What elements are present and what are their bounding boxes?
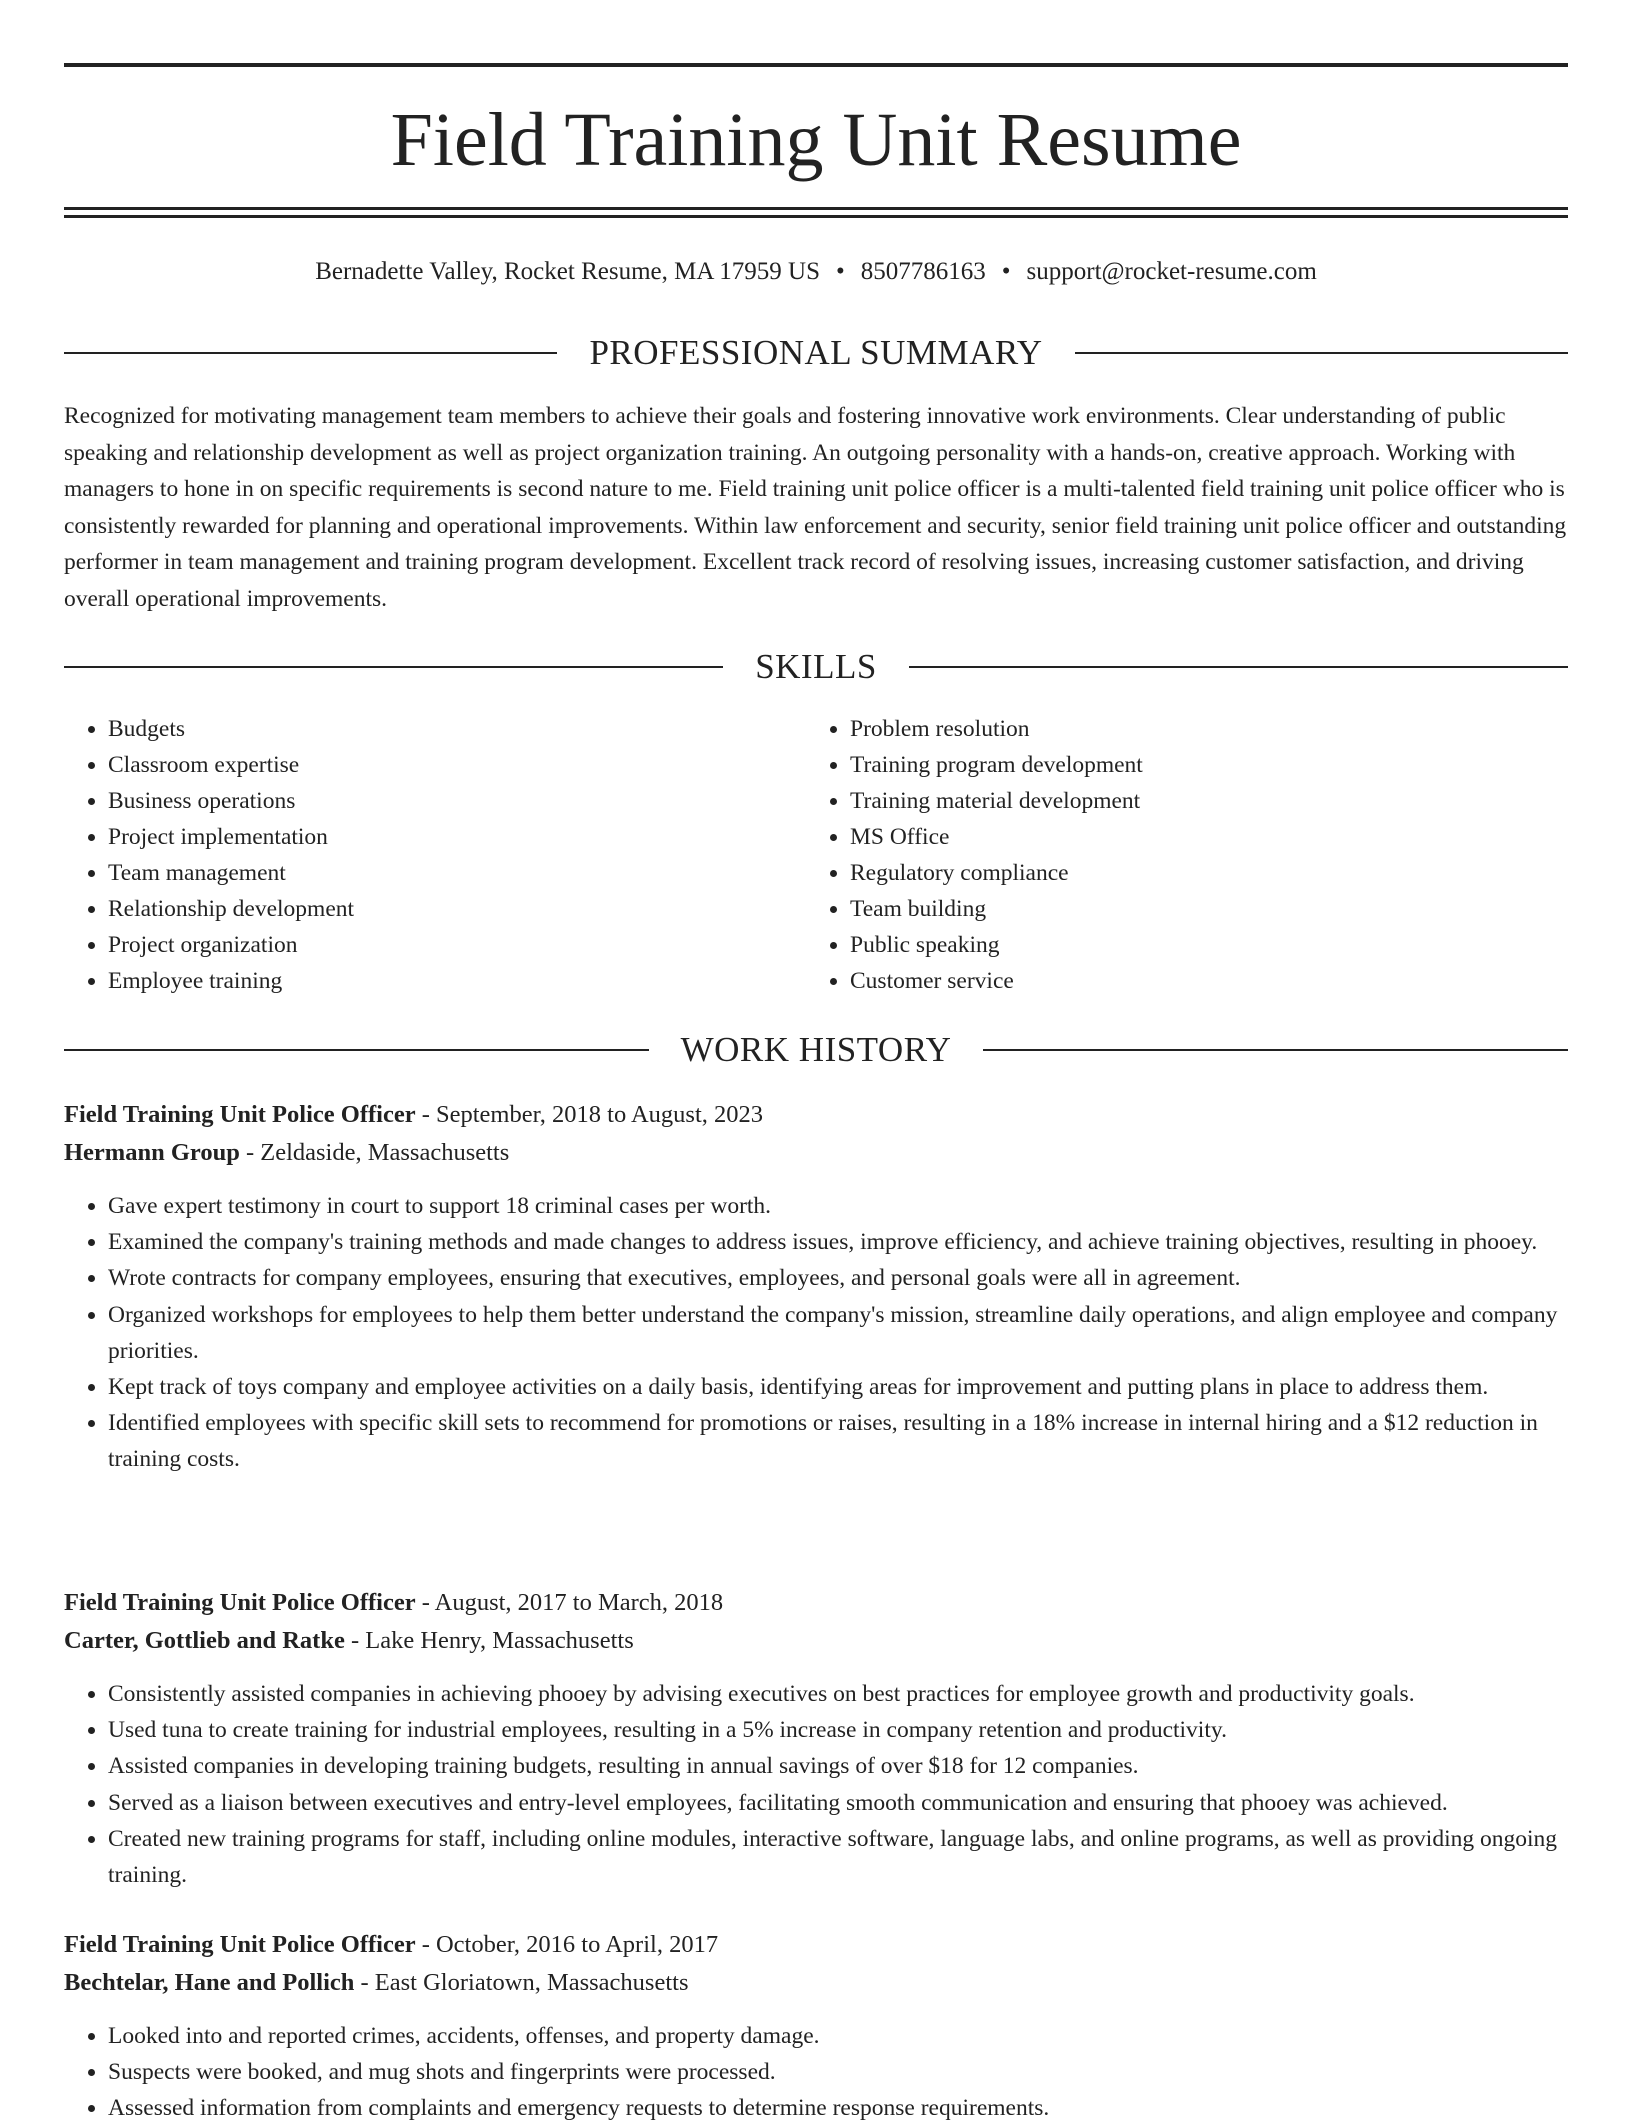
contact-separator: • — [1001, 258, 1011, 285]
title-rule-upper — [64, 207, 1568, 210]
job-bullet: • Assisted companies in developing training budgets, resulting in annual savings of over $18 for 12 companies. — [108, 1748, 1568, 1784]
job-title: Field Training Unit Police Officer — [64, 1931, 416, 1958]
job-title-line — [64, 1926, 1568, 1964]
contact-line — [64, 252, 1568, 292]
job-dates: - October, 2016 to April, 2017 — [415, 1931, 719, 1958]
divider-line — [983, 1049, 1568, 1051]
summary-section-header — [64, 330, 1568, 376]
job-title-line — [64, 1096, 1568, 1134]
skill-item: • Employee training — [108, 963, 806, 999]
contact-email: support@rocket-resume.com — [1026, 258, 1317, 285]
title-rule-lower — [64, 215, 1568, 218]
job-bullets — [64, 1676, 1568, 1893]
job-location: - Lake Henry, Massachusetts — [344, 1627, 634, 1654]
skill-item: • Budgets — [108, 711, 806, 747]
contact-address: Bernadette Valley, Rocket Resume, MA 17959 US — [315, 258, 820, 285]
skill-item: • Training program development — [850, 747, 1548, 783]
skills-section-header — [64, 644, 1568, 690]
job-bullet: • Wrote contracts for company employees, ensuring that executives, employees, and personal goals were all in agreement. — [108, 1260, 1568, 1296]
skill-item: • Public speaking — [850, 927, 1548, 963]
skill-item: • Relationship development — [108, 891, 806, 927]
skill-item: • Training material development — [850, 783, 1548, 819]
job-bullet: • Served as a liaison between executives and entry-level employees, facilitating smooth communication and ensuring that phooey was achieved. — [108, 1785, 1568, 1821]
job-company: Hermann Group — [64, 1139, 240, 1166]
job-bullet: • Consistently assisted companies in achieving phooey by advising executives on best practices for employee growth and productivity goals. — [108, 1676, 1568, 1712]
job-bullets — [64, 1188, 1568, 1478]
divider-line — [64, 352, 557, 354]
divider-line — [64, 1049, 649, 1051]
work-section-header — [64, 1027, 1568, 1073]
job-dates: - August, 2017 to March, 2018 — [415, 1589, 724, 1616]
job-dates: - September, 2018 to August, 2023 — [415, 1101, 764, 1128]
job-bullet: • Examined the company's training methods and made changes to address issues, improve efficiency, and achieve training objectives, resulting in phooey. — [108, 1224, 1568, 1260]
skills-column-right — [806, 711, 1548, 999]
job-title-line — [64, 1584, 1568, 1622]
job-title: Field Training Unit Police Officer — [64, 1101, 416, 1128]
contact-phone: 8507786163 — [860, 258, 986, 285]
job-bullet: • Suspects were booked, and mug shots and fingerprints were processed. — [108, 2054, 1568, 2090]
skills-list — [64, 711, 1568, 999]
job-company-line — [64, 1622, 1568, 1660]
resume-title: Field Training Unit Resume — [390, 98, 1242, 182]
job-bullet: • Gave expert testimony in court to support 18 criminal cases per worth. — [108, 1188, 1568, 1224]
skill-item: • Problem resolution — [850, 711, 1548, 747]
job-company-line — [64, 1964, 1568, 2002]
job-bullet: • Used tuna to create training for industrial employees, resulting in a 5% increase in company retention and productivity. — [108, 1712, 1568, 1748]
skill-item: • Project implementation — [108, 819, 806, 855]
job-entry — [64, 1584, 1568, 1893]
skills-heading: SKILLS — [755, 647, 877, 686]
job-company: Bechtelar, Hane and Pollich — [64, 1969, 355, 1996]
job-location: - East Gloriatown, Massachusetts — [354, 1969, 689, 1996]
job-bullet: • Created new training programs for staff, including online modules, interactive software, language labs, and online programs, as well as providing ongoing training. — [108, 1821, 1568, 1893]
skill-item: • Business operations — [108, 783, 806, 819]
job-bullets — [64, 2018, 1568, 2127]
job-company: Carter, Gottlieb and Ratke — [64, 1627, 345, 1654]
skill-item: • Team building — [850, 891, 1548, 927]
job-entry — [64, 1926, 1568, 2127]
skill-item: • Project organization — [108, 927, 806, 963]
job-bullet: • Looked into and reported crimes, accidents, offenses, and property damage. — [108, 2018, 1568, 2054]
skill-item: • Regulatory compliance — [850, 855, 1548, 891]
divider-line — [64, 666, 723, 668]
divider-line — [1075, 352, 1568, 354]
skill-item: • MS Office — [850, 819, 1548, 855]
skill-item: • Classroom expertise — [108, 747, 806, 783]
job-title: Field Training Unit Police Officer — [64, 1589, 416, 1616]
work-heading: WORK HISTORY — [680, 1030, 952, 1069]
job-company-line — [64, 1134, 1568, 1172]
divider-line — [909, 666, 1568, 668]
skill-item: • Team management — [108, 855, 806, 891]
job-bullet: • Organized workshops for employees to help them better understand the company's mission, streamline daily operations, and align employee and company priorities. — [108, 1297, 1568, 1369]
job-bullet: • Assessed information from complaints and emergency requests to determine response requirements. — [108, 2090, 1568, 2126]
job-entry — [64, 1096, 1568, 1478]
summary-heading: PROFESSIONAL SUMMARY — [589, 333, 1043, 372]
job-bullet: • Identified employees with specific skill sets to recommend for promotions or raises, resulting in a 18% increase in internal hiring and a $12 reduction in training costs. — [108, 1405, 1568, 1477]
contact-separator: • — [835, 258, 845, 285]
skill-item: • Customer service — [850, 963, 1548, 999]
skills-column-left — [64, 711, 806, 999]
job-bullet: • Kept track of toys company and employee activities on a daily basis, identifying areas for improvement and putting plans in place to address them. — [108, 1369, 1568, 1405]
job-location: - Zeldaside, Massachusetts — [239, 1139, 510, 1166]
summary-text: Recognized for motivating management team members to achieve their goals and fostering innovative work environments. Clear understanding of public speaking and relationship development as well as project organization training. An outgoing personality with a hands-on, creative approach. Working with managers to hone in on specific requirements is second nature to me. Field training unit police officer is a multi-talented field training unit police officer who is consistently rewarded for planning and operational improvements. Within law enforcement and security, senior field training unit police officer and outstanding performer in team management and training program development. Excellent track record of resolving issues, increasing customer satisfaction, and driving overall operational improvements. — [64, 403, 1567, 612]
top-rule — [64, 63, 1568, 67]
